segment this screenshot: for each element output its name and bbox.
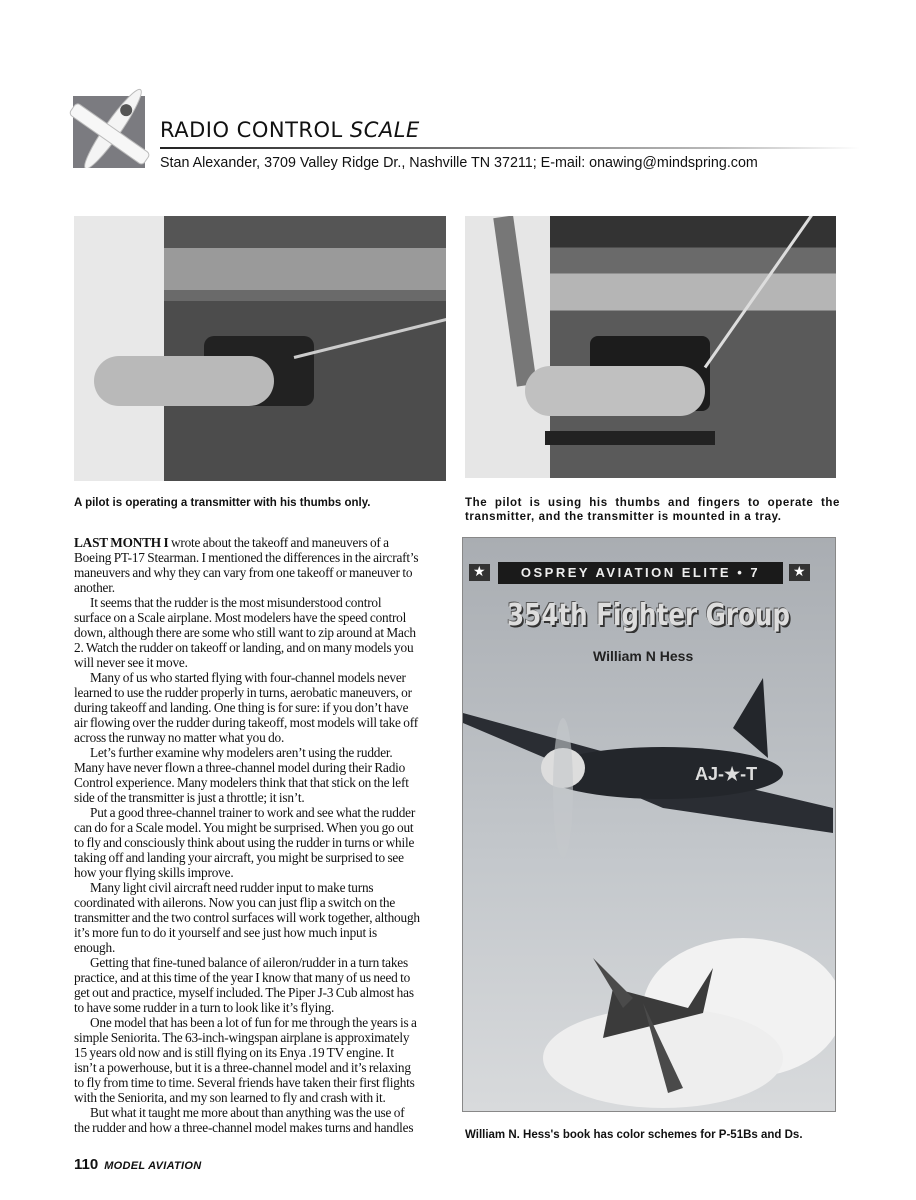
article-lead-in: LAST MONTH I — [74, 535, 169, 550]
caption-photo-right: The pilot is using his thumbs and fingers to operate the transmitter, and the transmitter is mounted in a tray. — [465, 497, 840, 523]
book-title: 354th Fighter Group — [507, 598, 791, 633]
article-line: across the runway no matter what you do. — [74, 730, 285, 745]
article-line: will never see it move. — [74, 655, 188, 670]
article-line: coordinated with ailerons. Now you can just flip a switch on the — [74, 895, 396, 910]
column-logo — [58, 84, 173, 168]
book-cover-image — [462, 537, 836, 1112]
article-line: during takeoff and landing. One thing is for sure: if you don’t have — [74, 700, 409, 715]
column-title: RADIO CONTROL SCALE — [160, 118, 420, 142]
magazine-name: MODEL AVIATION — [104, 1160, 202, 1172]
article-body — [74, 535, 454, 1135]
book-series: OSPREY AVIATION ELITE • 7 — [498, 562, 783, 584]
article-line: with the Seniorita, and my son learned to fly and crash with it. — [74, 1090, 386, 1105]
airplane-logo-icon — [58, 84, 173, 168]
article-line: the rudder and how a three-channel model makes turns and handles — [74, 1120, 414, 1135]
article-line-text: wrote about the takeoff and maneuvers of a — [168, 535, 389, 550]
aircraft-code: AJ-★-T — [695, 764, 758, 784]
article-line: simple Seniorita. The 63-inch-wingspan airplane is approximately — [74, 1030, 410, 1045]
book-author: William N Hess — [593, 648, 694, 664]
article-line: to fly and consciously think about using the rudder in turns or while — [74, 835, 415, 850]
article-line — [74, 535, 454, 550]
article-line: how your flying skills improve. — [74, 865, 234, 880]
article-line: another. — [74, 580, 115, 595]
article-line: 15 years old now and is still flying on its Enya .19 TV engine. It — [74, 1045, 394, 1060]
article-line: Many light civil aircraft need rudder input to make turns — [90, 880, 374, 895]
article-line: taking off and landing your aircraft, you might be surprised to see — [74, 850, 404, 865]
caption-book: William N. Hess's book has color schemes for P-51Bs and Ds. — [465, 1129, 803, 1141]
article-line: But what it taught me more about than anything was the use of — [90, 1105, 405, 1120]
photo-transmitter-tray — [465, 216, 836, 478]
article-line: surface on a Scale airplane. Most modelers have the speed control — [74, 610, 407, 625]
article-line: It seems that the rudder is the most misunderstood control — [90, 595, 382, 610]
p51-mustang-illustration — [463, 668, 835, 1108]
article-line: practice, and at this time of the year I know that many of us need to — [74, 970, 411, 985]
page-number: 110 — [74, 1156, 99, 1173]
article-line: air flowing over the rudder during takeoff, most models will take off — [74, 715, 418, 730]
article-line: Many of us who started flying with four-channel models never — [90, 670, 406, 685]
article-line: maneuvers and why they can vary from one takeoff or maneuver to — [74, 565, 413, 580]
article-line: Getting that fine-tuned balance of aileron/rudder in a turn takes — [90, 955, 408, 970]
article-line: down, although there are some who still want to zip around at Mach — [74, 625, 416, 640]
article-line: side of the transmitter is just a throttle; it isn’t. — [74, 790, 305, 805]
article-line: Put a good three-channel trainer to work and see what the rudder — [90, 805, 416, 820]
article-line: to have some rudder in a turn to look like it’s flying. — [74, 1000, 335, 1015]
author-byline: Stan Alexander, 3709 Valley Ridge Dr., Nashville TN 37211; E-mail: onawing@mindspring.com — [160, 155, 758, 171]
article-line: isn’t a powerhouse, but it is a three-channel model and it’s relaxing — [74, 1060, 411, 1075]
article-line: to fly from time to time. Several friends have taken their first flights — [74, 1075, 415, 1090]
article-line: Let’s further examine why modelers aren’t using the rudder. — [90, 745, 393, 760]
article-line: 2. Watch the rudder on takeoff or landing, and on many models you — [74, 640, 414, 655]
article-line: Many have never flown a three-channel model during their Radio — [74, 760, 406, 775]
article-line: it’s more fun to do it yourself and see just how much input is — [74, 925, 377, 940]
article-line: Boeing PT-17 Stearman. I mentioned the differences in the aircraft’s — [74, 550, 419, 565]
article-line: can do for a Scale model. You might be surprised. When you go out — [74, 820, 414, 835]
article-line: learned to use the rudder properly in turns, aerobatic maneuvers, or — [74, 685, 412, 700]
star-insignia-icon: ★ — [789, 564, 810, 581]
article-line: One model that has been a lot of fun for me through the years is a — [90, 1015, 417, 1030]
article-line: get out and practice, myself included. The Piper J-3 Cub almost has — [74, 985, 414, 1000]
photo-transmitter-thumbs — [74, 216, 446, 481]
caption-photo-left: A pilot is operating a transmitter with his thumbs only. — [74, 497, 371, 509]
page-footer — [74, 1156, 202, 1173]
article-line: transmitter and the two control surfaces will work together, although — [74, 910, 420, 925]
article-line: enough. — [74, 940, 116, 955]
article-line: Control experience. Many modelers think that that stick on the left — [74, 775, 409, 790]
star-insignia-icon: ★ — [469, 564, 490, 581]
header-rule — [160, 147, 860, 149]
